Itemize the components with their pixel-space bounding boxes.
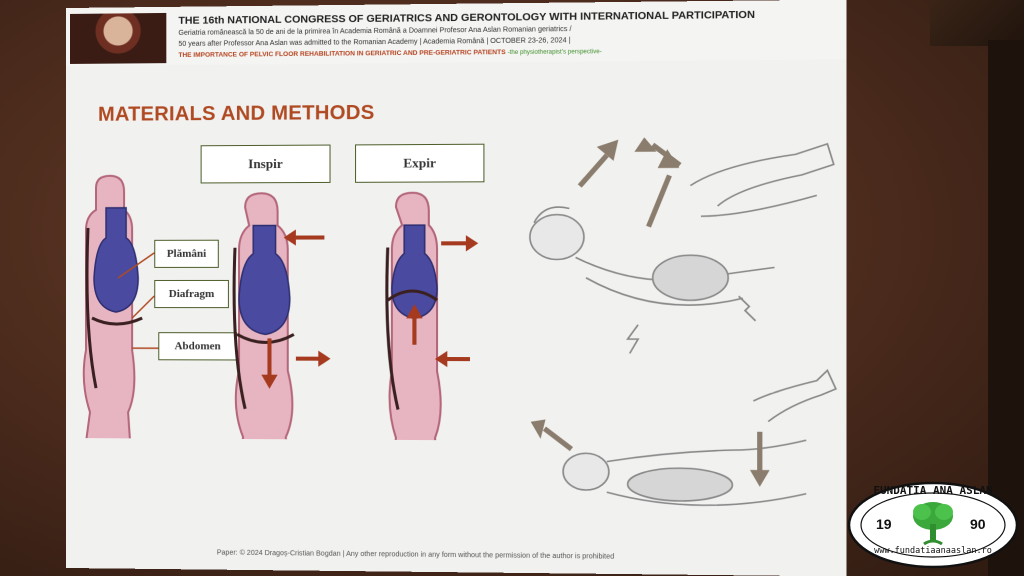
lungs-label: Plămâni [154, 240, 219, 268]
slide-header [66, 0, 846, 66]
section-title: MATERIALS AND METHODS [98, 101, 375, 126]
congress-subtitle-ro: Geriatria românească la 50 de ani de la primirea în Academia Română a Doamnei Profesor Ana Aslan Romanian geriatrics / [178, 25, 572, 37]
topic-text: THE IMPORTANCE OF PELVIC FLOOR REHABILITATION IN GERIATRIC AND PRE-GERIATRIC PATIENTS [178, 48, 506, 60]
sketch-exercise-bottom [532, 369, 836, 506]
congress-title: THE 16th NATIONAL CONGRESS OF GERIATRICS AND GERONTOLOGY WITH INTERNATIONAL PARTICIPATION [178, 8, 755, 27]
topic-perspective: -the physiotherapist's perspective- [507, 49, 602, 57]
logo-name: FUNDATIA ANA ASLAN [873, 484, 993, 497]
foundation-logo [846, 480, 1020, 570]
logo-year-right: 90 [970, 516, 986, 532]
congress-subtitle-en: 50 years after Professor Ana Aslan was admitted to the Romanian Academy | Academia Română | OCTOBER 23-26, 2024 | [178, 37, 571, 48]
portrait-image [70, 13, 166, 64]
torso-figure-expir [387, 192, 478, 440]
exercise-sketches [513, 123, 838, 556]
torso-figure-inspir [234, 193, 330, 440]
sketch-exercise-top [530, 138, 834, 354]
inspir-label: Inspir [201, 145, 331, 184]
diaphragm-label: Diafragm [154, 280, 229, 308]
abdomen-label: Abdomen [158, 332, 237, 360]
logo-year-left: 19 [876, 516, 892, 532]
expir-label: Expir [355, 144, 484, 183]
presentation-topic [178, 48, 601, 59]
logo-url: www.fundatiaanaaslan.ro [874, 546, 992, 556]
torso-figure-neutral [84, 176, 159, 441]
presentation-slide [66, 0, 846, 576]
copyright-footer: Paper: © 2024 Dragoș-Cristian Bogdan | Any other reproduction in any form without the permission of the author is prohibited [216, 549, 615, 561]
breathing-diagram [66, 166, 493, 440]
